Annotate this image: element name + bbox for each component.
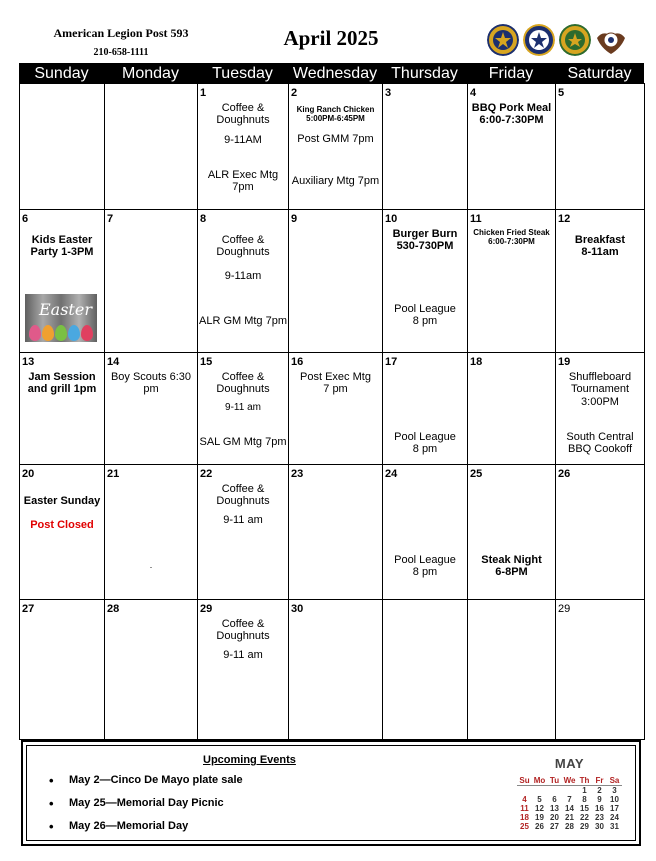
event-time: 530-730PM bbox=[396, 240, 454, 252]
day-cell bbox=[556, 84, 645, 210]
event-text: Doughnuts bbox=[216, 383, 270, 395]
mini-day: 15 bbox=[580, 804, 589, 813]
day-header-thursday: Thursday bbox=[391, 65, 458, 82]
event-text: Chicken Fried Steak bbox=[473, 228, 550, 237]
event-text: Coffee & bbox=[221, 371, 265, 383]
mini-day bbox=[562, 786, 577, 796]
mini-day: 7 bbox=[567, 795, 572, 804]
mini-day: 9 bbox=[597, 795, 602, 804]
event-time: 6:00-7:30PM bbox=[479, 114, 544, 126]
mini-day: 2 bbox=[597, 786, 602, 795]
mini-day: 24 bbox=[610, 813, 619, 822]
event-text: Pool League bbox=[394, 431, 456, 443]
list-item: • May 2—Cinco De Mayo plate sale bbox=[49, 774, 243, 797]
event-time: 8 pm bbox=[412, 566, 438, 578]
event-text: BBQ Cookoff bbox=[568, 443, 632, 455]
event-text: Pool League bbox=[394, 303, 456, 315]
mini-day bbox=[547, 786, 562, 796]
event-text: King Ranch Chicken bbox=[296, 105, 375, 114]
mini-weekday: Th bbox=[577, 776, 592, 786]
event-text: Coffee & bbox=[221, 483, 265, 495]
day-cell bbox=[383, 353, 468, 465]
day-cell bbox=[198, 353, 289, 465]
event-time: pm bbox=[143, 383, 159, 395]
day-cell bbox=[289, 353, 383, 465]
list-item: • May 25—Memorial Day Picnic bbox=[49, 797, 243, 820]
stray-dot: . bbox=[149, 560, 153, 570]
day-number: 25 bbox=[470, 468, 483, 480]
day-number: 29 bbox=[200, 603, 213, 615]
mini-day: 6 bbox=[552, 795, 557, 804]
event-text: SAL GM Mtg 7pm bbox=[199, 436, 287, 448]
day-cell bbox=[383, 84, 468, 210]
mini-day: 13 bbox=[550, 804, 559, 813]
event-time: 9-11 am bbox=[225, 402, 261, 413]
event-time: Party 1-3PM bbox=[30, 246, 94, 258]
mini-day: 5 bbox=[537, 795, 542, 804]
day-number: 16 bbox=[291, 356, 304, 368]
day-number: 19 bbox=[558, 356, 571, 368]
easter-eggs-image bbox=[25, 294, 97, 342]
day-header-sunday: Sunday bbox=[34, 65, 89, 82]
day-cell bbox=[289, 465, 383, 600]
upcoming-events-inner bbox=[26, 745, 636, 841]
day-header-saturday: Saturday bbox=[567, 65, 632, 82]
mini-weekday: Mo bbox=[533, 776, 546, 785]
mini-day: 17 bbox=[610, 804, 619, 813]
day-cell bbox=[556, 600, 645, 740]
day-cell bbox=[198, 210, 289, 353]
mini-day bbox=[517, 786, 532, 796]
mini-day: 8 bbox=[582, 795, 587, 804]
day-cell bbox=[468, 353, 556, 465]
day-cell bbox=[289, 210, 383, 353]
day-number: 3 bbox=[385, 87, 392, 99]
mini-calendar-month: MAY bbox=[554, 756, 585, 771]
day-cell bbox=[468, 465, 556, 600]
day-number: 13 bbox=[22, 356, 35, 368]
event-time: 7pm bbox=[232, 181, 254, 193]
empty-day-cell bbox=[20, 84, 105, 210]
day-cell bbox=[20, 465, 105, 600]
day-number: 15 bbox=[200, 356, 213, 368]
day-cell bbox=[289, 600, 383, 740]
day-number: 10 bbox=[385, 213, 398, 225]
day-number: 6 bbox=[22, 213, 29, 225]
egg-icon bbox=[42, 325, 54, 341]
mini-day: 22 bbox=[580, 813, 589, 822]
event-text: Coffee & bbox=[221, 102, 265, 114]
event-time: 9-11 am bbox=[223, 649, 263, 661]
event-time: 6-8PM bbox=[495, 566, 528, 578]
day-cell bbox=[105, 353, 198, 465]
calendar-title: April 2025 bbox=[283, 26, 379, 50]
day-number: 8 bbox=[200, 213, 207, 225]
mini-day: 16 bbox=[595, 804, 604, 813]
mini-day: 10 bbox=[610, 795, 619, 804]
day-number: 21 bbox=[107, 468, 120, 480]
mini-weekday: Su bbox=[517, 776, 532, 786]
upcoming-events-title: Upcoming Events bbox=[203, 754, 296, 766]
sal-emblem-icon bbox=[559, 24, 591, 56]
weekday-header bbox=[19, 63, 644, 83]
day-number: 18 bbox=[470, 356, 483, 368]
mini-day: 23 bbox=[595, 813, 604, 822]
day-number: 12 bbox=[558, 213, 571, 225]
event-text: Post Exec Mtg bbox=[300, 371, 371, 383]
day-number: 23 bbox=[291, 468, 304, 480]
event-time: 9-11 am bbox=[223, 514, 263, 526]
mini-day: 3 bbox=[612, 786, 617, 795]
auxiliary-emblem-icon bbox=[523, 24, 555, 56]
day-number: 9 bbox=[291, 213, 298, 225]
mini-day: 12 bbox=[535, 804, 544, 813]
mini-calendar-may bbox=[517, 756, 622, 831]
mini-weekday: We bbox=[563, 776, 576, 785]
day-cell bbox=[198, 600, 289, 740]
event-time: 3:00PM bbox=[581, 396, 619, 408]
event-time: 7 pm bbox=[323, 383, 348, 395]
event-time: 6:00-7:30PM bbox=[488, 237, 535, 246]
event-time: 9-11AM bbox=[224, 134, 262, 146]
day-cell bbox=[105, 600, 198, 740]
mini-day: 26 bbox=[535, 822, 544, 831]
mini-day: 19 bbox=[535, 813, 544, 822]
day-number: 28 bbox=[107, 603, 120, 615]
day-number: 14 bbox=[107, 356, 120, 368]
day-cell bbox=[556, 465, 645, 600]
day-cell bbox=[105, 210, 198, 353]
mini-weekday: Tu bbox=[547, 776, 562, 786]
event-text: Easter Sunday bbox=[23, 495, 101, 507]
day-header-wednesday: Wednesday bbox=[292, 65, 378, 82]
event-time: 5:00PM-6:45PM bbox=[306, 114, 365, 123]
upcoming-events-box bbox=[21, 740, 641, 846]
event-time: 8-11am bbox=[581, 246, 619, 258]
day-cell bbox=[289, 84, 383, 210]
day-number: 5 bbox=[558, 87, 565, 99]
day-number: 1 bbox=[200, 87, 207, 99]
empty-day-cell bbox=[105, 84, 198, 210]
event-text: Breakfast bbox=[574, 234, 626, 246]
mini-day: 18 bbox=[520, 813, 529, 822]
event-time: 8 pm bbox=[412, 315, 438, 327]
list-item: • May 26—Memorial Day bbox=[49, 820, 243, 843]
mini-day: 1 bbox=[582, 786, 587, 795]
day-number: 26 bbox=[558, 468, 571, 480]
event-text: Jam Session bbox=[28, 371, 96, 383]
mini-weekday: Fr bbox=[592, 776, 607, 786]
empty-day-cell bbox=[383, 600, 468, 740]
empty-day-cell bbox=[468, 600, 556, 740]
event-time: 9-11am bbox=[224, 270, 262, 282]
legion-emblem-icon bbox=[487, 24, 519, 56]
day-header-tuesday: Tuesday bbox=[212, 65, 273, 82]
event-text: Doughnuts bbox=[216, 246, 270, 258]
mini-day: 4 bbox=[522, 795, 527, 804]
event-text: Doughnuts bbox=[216, 114, 270, 126]
day-cell bbox=[383, 465, 468, 600]
day-number: 22 bbox=[200, 468, 213, 480]
day-number: 30 bbox=[291, 603, 304, 615]
day-cell bbox=[198, 84, 289, 210]
day-cell bbox=[468, 84, 556, 210]
day-cell bbox=[556, 210, 645, 353]
day-cell bbox=[468, 210, 556, 353]
event-text: ALR Exec Mtg bbox=[207, 169, 279, 181]
day-number: 2 bbox=[291, 87, 298, 99]
mini-day: 28 bbox=[565, 822, 574, 831]
event-text: Tournament bbox=[570, 383, 630, 395]
event-text: BBQ Pork Meal bbox=[471, 102, 552, 114]
phone-number: 210-658-1111 bbox=[93, 47, 149, 58]
day-cell bbox=[198, 465, 289, 600]
mini-day: 14 bbox=[565, 804, 574, 813]
mini-day: 31 bbox=[610, 822, 619, 831]
event-text: ALR GM Mtg 7pm bbox=[198, 315, 288, 327]
mini-day: 11 bbox=[520, 804, 529, 813]
mini-calendar-table bbox=[517, 776, 622, 831]
day-number: 29 bbox=[558, 603, 571, 615]
day-cell bbox=[20, 353, 105, 465]
egg-icon bbox=[29, 325, 41, 341]
egg-icon bbox=[55, 325, 67, 341]
mini-day bbox=[532, 786, 547, 796]
mini-day: 21 bbox=[565, 813, 574, 822]
day-number: 27 bbox=[22, 603, 35, 615]
event-text: Steak Night bbox=[481, 554, 542, 566]
event-text: Auxiliary Mtg 7pm bbox=[291, 175, 380, 187]
event-text: Post GMM 7pm bbox=[297, 133, 374, 145]
emblems bbox=[487, 24, 627, 56]
mini-day: 25 bbox=[520, 822, 529, 831]
day-cell bbox=[20, 210, 105, 353]
upcoming-events-list bbox=[49, 774, 243, 843]
mini-day: 29 bbox=[580, 822, 589, 831]
mini-day: 20 bbox=[550, 813, 559, 822]
mini-day: 27 bbox=[550, 822, 559, 831]
mini-weekday: Sa bbox=[607, 776, 622, 786]
egg-icon bbox=[68, 325, 80, 341]
event-text: Doughnuts bbox=[216, 630, 270, 642]
event-text: Pool League bbox=[394, 554, 456, 566]
event-time: 8 pm bbox=[412, 443, 438, 455]
event-text: South Central bbox=[566, 431, 634, 443]
event-text: Doughnuts bbox=[216, 495, 270, 507]
event-text: Coffee & bbox=[221, 618, 265, 630]
easter-image-text: Easter bbox=[39, 300, 92, 319]
event-text: Kids Easter bbox=[31, 234, 93, 246]
post-closed-notice: Post Closed bbox=[30, 519, 94, 531]
day-number: 24 bbox=[385, 468, 398, 480]
day-number: 11 bbox=[470, 213, 482, 225]
riders-emblem-icon bbox=[595, 24, 627, 56]
day-cell bbox=[20, 600, 105, 740]
day-number: 4 bbox=[470, 87, 477, 99]
day-cell bbox=[105, 465, 198, 600]
event-text: Coffee & bbox=[221, 234, 265, 246]
event-text: Shuffleboard bbox=[568, 371, 632, 383]
egg-icon bbox=[81, 325, 93, 341]
day-cell bbox=[556, 353, 645, 465]
organization-name: American Legion Post 593 bbox=[53, 26, 189, 40]
day-number: 17 bbox=[385, 356, 398, 368]
day-header-friday: Friday bbox=[488, 65, 534, 82]
event-text: Boy Scouts 6:30 bbox=[110, 371, 192, 383]
day-header-monday: Monday bbox=[122, 65, 179, 82]
day-number: 20 bbox=[22, 468, 35, 480]
event-text: Burger Burn bbox=[392, 228, 458, 240]
calendar-grid bbox=[19, 83, 645, 740]
event-time: and grill 1pm bbox=[27, 383, 97, 395]
mini-day: 30 bbox=[595, 822, 604, 831]
day-cell bbox=[383, 210, 468, 353]
day-number: 7 bbox=[107, 213, 114, 225]
